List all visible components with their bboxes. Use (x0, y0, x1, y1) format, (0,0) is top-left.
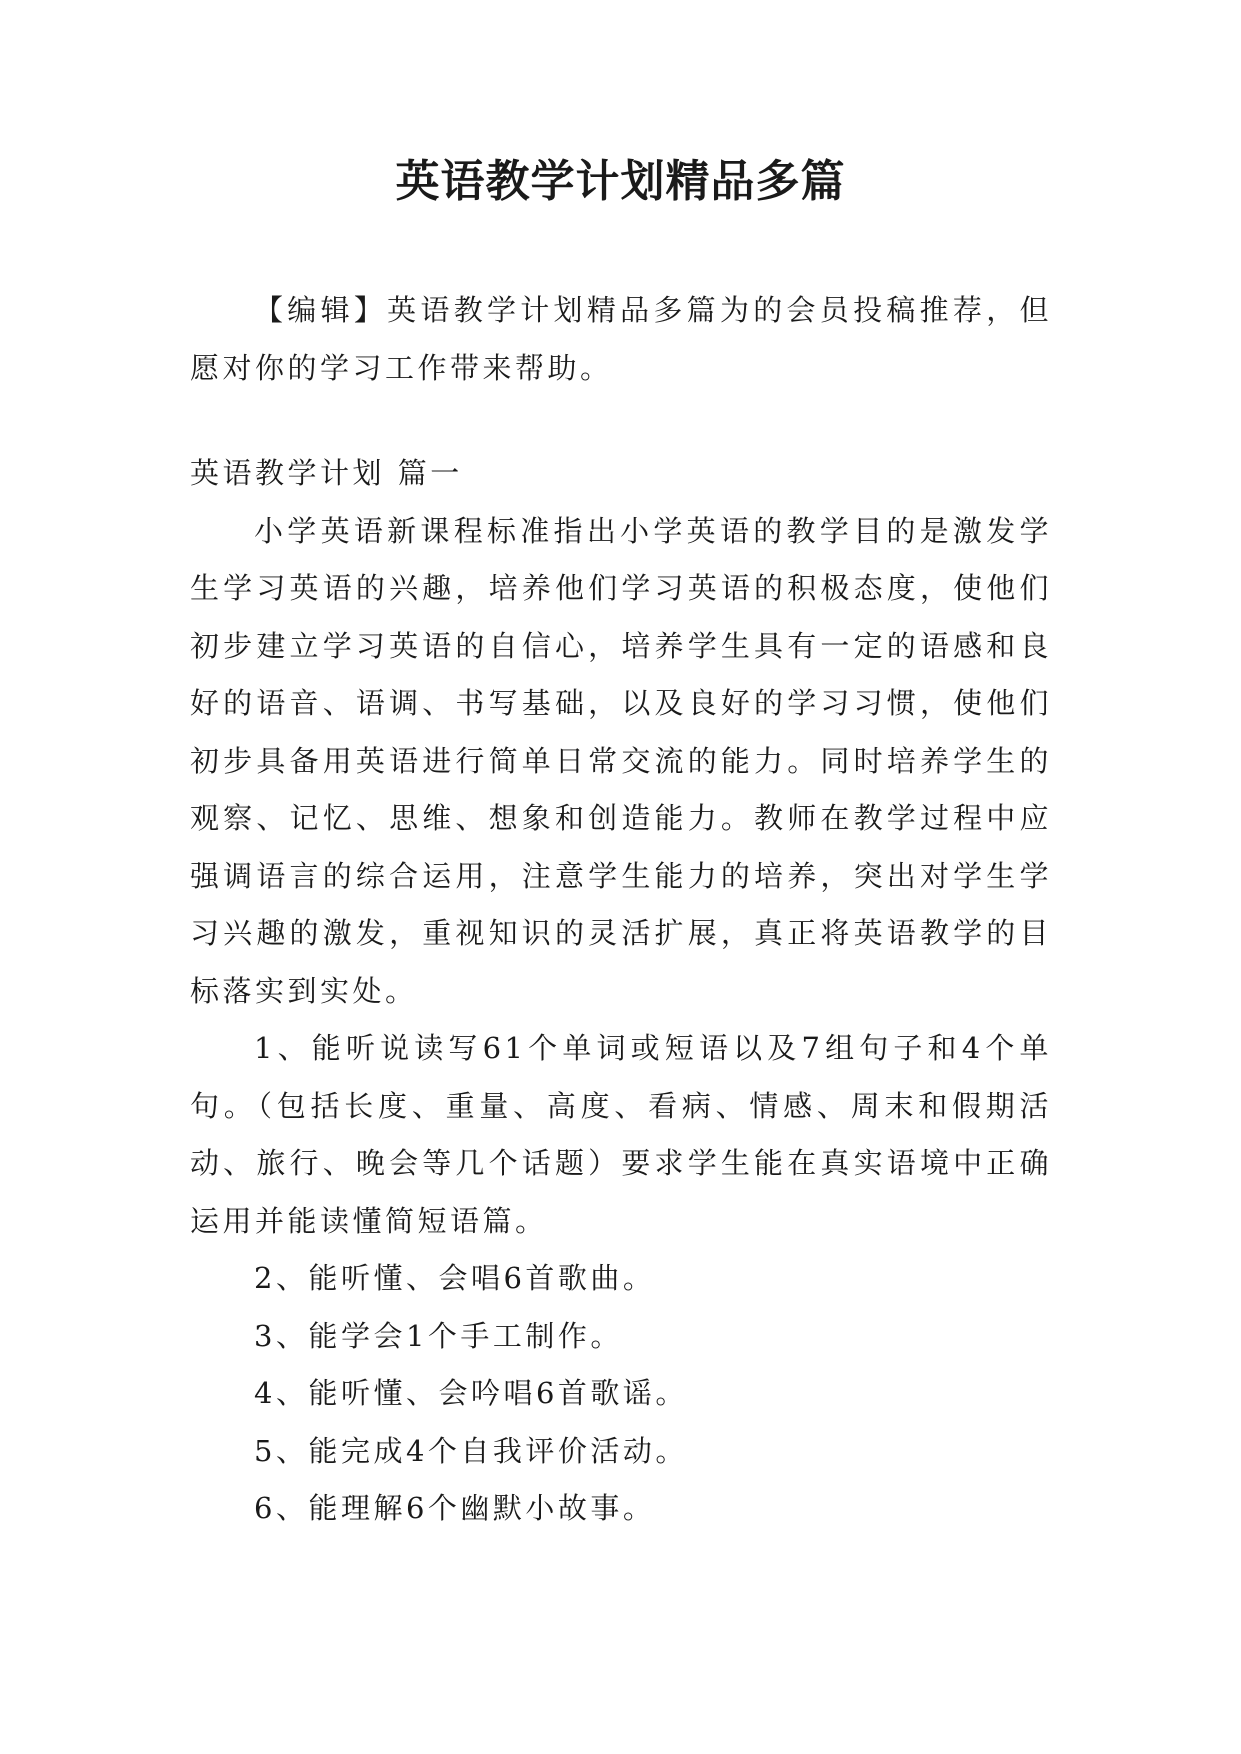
list-item: 1、能听说读写61个单词或短语以及7组句子和4个单句。（包括长度、重量、高度、看病、情感、周末和假期活动、旅行、晚会等几个话题）要求学生能在真实语境中正确运用并能读懂简短语篇。 (190, 1031, 1052, 1238)
section-heading: 英语教学计划 篇一 (190, 456, 463, 490)
list-item: 5、能完成4个自我评价活动。 (254, 1433, 688, 1468)
list-item: 3、能学会1个手工制作。 (254, 1318, 623, 1353)
editor-note: 【编辑】英语教学计划精品多篇为的会员投稿推荐，但愿对你的学习工作带来帮助。 (190, 293, 1052, 385)
list-item: 6、能理解6个幽默小故事。 (254, 1491, 656, 1525)
list-item: 4、能听懂、会吟唱6首歌谣。 (254, 1376, 688, 1410)
paragraph: 小学英语新课程标准指出小学英语的教学目的是激发学生学习英语的兴趣，培养他们学习英语的积极态度，使他们初步建立学习英语的自信心，培养学生具有一定的语感和良好的语音、语调、书写基础，以及良好的学习习惯，使他们初步具备用英语进行简单日常交流的能力。同时培养学生的观察、记忆、思维、想象和创造能力。教师在教学过程中应强调语言的综合运用，注意学生能力的培养，突出对学生学习兴趣的激发，重视知识的灵活扩展，真正将英语教学的目标落实到实处。 (190, 513, 1052, 1008)
document-title: 英语教学计划精品多篇 (395, 156, 846, 207)
list-item: 2、能听懂、会唱6首歌曲。 (254, 1261, 656, 1295)
document-body (190, 282, 1052, 1538)
